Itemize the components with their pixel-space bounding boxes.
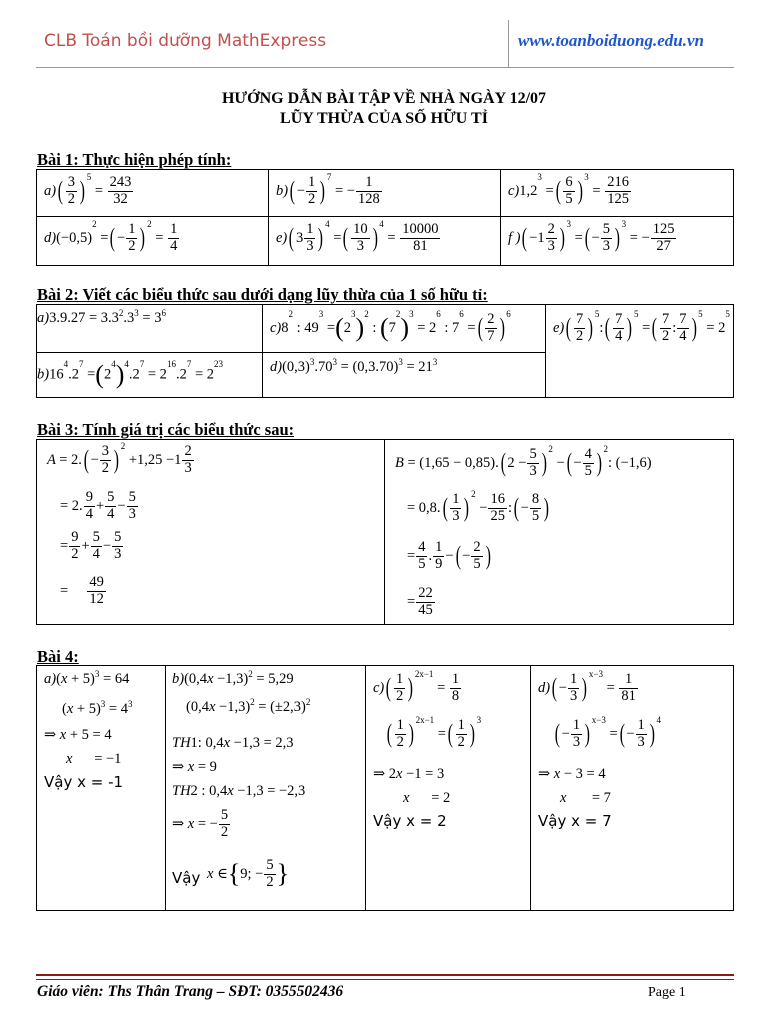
bai4-a-line2: $(x + 5)^3 = 4^3$ xyxy=(62,699,133,717)
bai4-c-line2: ( $\frac{1}{2}$ ) $^{2x-1}$ =( $\frac{1}{2}$ ) $^3$ xyxy=(386,715,482,750)
bai2-d: $d)(0,3)^3.70^3 = (0,3.70)^3 = 21^3$ xyxy=(270,357,438,375)
bai4-d-line4: x = 7 xyxy=(560,790,611,806)
header-divider xyxy=(508,20,509,68)
bai2-a: $a)3.9.27 = 3.3^2.3^3 = 3^6$ xyxy=(37,308,166,326)
bai4-c-line1: c)( $\frac{1}{2}$ ) $^{2x-1}$ = $\frac{1}{8}$ xyxy=(373,669,460,704)
bai4-a-line4: x = −1 xyxy=(66,751,122,767)
bai4-b-line1: $b)(0,4x -1,3)^2 = 5,29$ xyxy=(172,669,294,687)
bai4-c-conclusion: Vậy x = 2 xyxy=(373,812,447,830)
bai4-b-line5: TH2 : 0,4x −1,3 = −2,3 xyxy=(172,783,306,799)
footer-rule-thin xyxy=(36,979,734,980)
bai4-d-line3: ⇒ x − 3 = 4 xyxy=(538,766,606,782)
header-club-name: CLB Toán bồi dưỡng MathExpress xyxy=(44,31,327,51)
bai1-a: a)( $\frac{3}{2}$ ) $^5$ = $\frac{243}{32}$ xyxy=(44,172,132,207)
doc-title: HƯỚNG DẪN BÀI TẬP VỀ NHÀ NGÀY 12/07 xyxy=(221,90,547,107)
bai4-a-conclusion: Vậy x = -1 xyxy=(44,773,124,791)
bai1-e: e)( 3 $\frac{1}{3}$ ) $^4$ =( $\frac{10}{3}$ ) $^4$ = $\frac{10000}{81}$ xyxy=(276,219,439,254)
bai4-d-conclusion: Vậy x = 7 xyxy=(538,812,612,830)
bai3-B-line2: = 0,8.( $\frac{1}{3}$ ) $^2$ − $\frac{16}{25}$ :( − $\frac{8}{5}$ ) xyxy=(407,489,550,524)
bai4-c-line3: ⇒ 2x −1 = 3 xyxy=(373,766,445,782)
bai4-b-line4: ⇒ x = 9 xyxy=(172,759,217,775)
section-bai2: Bài 2: Viết các biểu thức sau dưới dạng lũy thừa của 1 số hữu tỉ: xyxy=(37,285,488,304)
bai3-B-line1: B = (1,65 − 0,85).( 2 − $\frac{5}{3}$ ) $^2$ −( − $\frac{4}{5}$ ) $^2$: (−1,6) xyxy=(395,444,652,479)
bai3-A-line4: = $\frac{49}{12}$ xyxy=(60,574,104,607)
bai1-f: f )( −1 $\frac{2}{3}$ ) $^3$ =( − $\frac{5}{3}$ ) $^3$ = − $\frac{125}{27}$ xyxy=(508,219,675,254)
bai4-d-line2: ( − $\frac{1}{3}$ ) $^{x-3}$ =( − $\frac{1}{3}$ ) $^4$ xyxy=(554,715,661,750)
bai1-b: b)( − $\frac{1}{2}$ ) $^7$ = − $\frac{1}{128}$ xyxy=(276,172,380,207)
footer-rule-thick xyxy=(36,974,734,976)
bai4-a-line3: ⇒ x + 5 = 4 xyxy=(44,727,112,743)
section-bai4: Bài 4: xyxy=(37,647,79,666)
bai4-b-line2: $(0,4x -1,3)^2 = (\pm 2,3)^2$ xyxy=(186,697,311,715)
bai2-b: $b)16^4.2^7 =(2^4)^4.2^7 = 2^{16}.2^7 = 2^{23}$ xyxy=(37,359,223,389)
bai4-b-set: x ∈{9; − $\frac{5}{2}$ } xyxy=(207,857,290,890)
bai3-A-line3: = $\frac{9}{2}$ + $\frac{5}{4}$ − $\frac{5}{3}$ xyxy=(60,529,122,562)
bai4-b-line6: ⇒ x = − $\frac{5}{2}$ xyxy=(172,807,229,840)
bai4-a-line1: $a)(x + 5)^3 = 64$ xyxy=(44,669,130,687)
bai3-B-line3: = $\frac{4}{5}$ . $\frac{1}{9}$ −( − $\frac{2}{5}$ ) xyxy=(407,539,491,572)
bai3-B-line4: = $\frac{22}{45}$ xyxy=(407,585,433,618)
bai3-A-line2: = 2. $\frac{9}{4}$ + $\frac{5}{4}$ − $\frac{5}{3}$ xyxy=(60,489,136,522)
header-rule xyxy=(36,67,734,68)
footer-teacher: Giáo viên: Ths Thân Trang – SĐT: 0355502436 xyxy=(37,983,344,1000)
section-bai3: Bài 3: Tính giá trị các biểu thức sau: xyxy=(37,420,295,439)
bai2-c: $c)8^2$ : $49^3 =(2^3)^2$ : $(7^2)^3 = 2^6$ : $7^6$ =( $\frac{2}{7}$ ) $^6$ xyxy=(270,309,511,344)
bai4-b-conclusion: Vậy xyxy=(172,869,201,887)
bai1-d: $d)(-0,5)^2$ =( − $\frac{1}{2}$ ) $^2$ = $\frac{1}{4}$ xyxy=(44,219,178,254)
doc-subtitle: LŨY THỪA CỦA SỐ HỮU TỈ xyxy=(280,110,488,127)
bai4-b-line3: TH1: 0,4x −1,3 = 2,3 xyxy=(172,735,294,751)
bai4-d-line1: d)( − $\frac{1}{3}$ ) $^{x-3}$ = $\frac{1}{81}$ xyxy=(538,669,636,704)
section-bai1: Bài 1: Thực hiện phép tính: xyxy=(37,150,232,169)
footer-page-number: Page 1 xyxy=(648,985,686,1000)
bai3-A-line1: A = 2.( − $\frac{3}{2}$ ) $^2$ +1,25 −1 $\frac{2}{3}$ xyxy=(47,441,192,476)
bai2-e: e)( $\frac{7}{2}$ ) $^5$:( $\frac{7}{4}$ ) $^5$ =( $\frac{7}{2}$ : $\frac{7}{4}$ ) $^5 = 2^5$ xyxy=(553,309,730,344)
header-website[interactable]: www.toanboiduong.edu.vn xyxy=(518,31,704,50)
bai1-c: $c)1,2^3$ =( $\frac{6}{5}$ ) $^3$ = $\frac{216}{125}$ xyxy=(508,172,629,207)
bai4-c-line4: x = 2 xyxy=(403,790,451,806)
